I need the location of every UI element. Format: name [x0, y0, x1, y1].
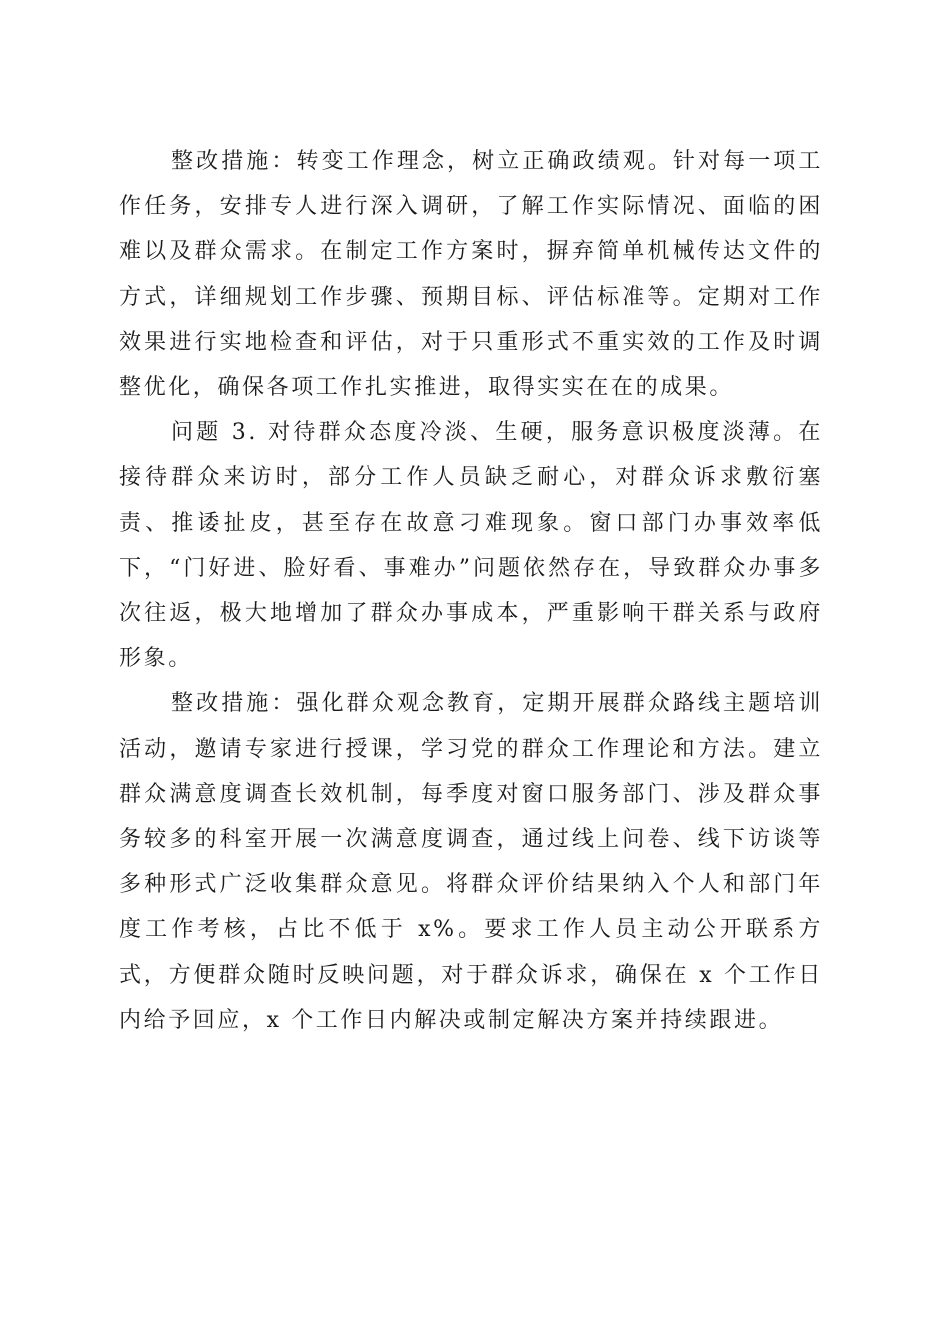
- paragraph-problem-3: 问题 3. 对待群众态度冷淡、生硬，服务意识极度淡薄。在接待群众来访时，部分工作人员缺乏耐心，对群众诉求敷衍塞责、推诿扯皮，甚至存在故意刁难现象。窗口部门办事效率低下，“门好进、脸好看、事难办”问题依然存在，导致群众办事多次往返，极大地增加了群众办事成本，严重影响干群关系与政府形象。: [119, 420, 823, 672]
- document-body: [119, 139, 823, 1043]
- paragraph-rectification-measures-2: 整改措施：强化群众观念教育，定期开展群众路线主题培训活动，邀请专家进行授课，学习党的群众工作理论和方法。建立群众满意度调查长效机制，每季度对窗口服务部门、涉及群众事务较多的科室开展一次满意度调查，通过线上问卷、线下访谈等多种形式广泛收集群众意见。将群众评价结果纳入个人和部门年度工作考核，占比不低于 x%。要求工作人员主动公开联系方式，方便群众随时反映问题，对于群众诉求，确保在 x 个工作日内给予回应，x 个工作日内解决或制定解决方案并持续跟进。: [119, 691, 823, 1033]
- paragraph-rectification-measures-1: 整改措施：转变工作理念，树立正确政绩观。针对每一项工作任务，安排专人进行深入调研，了解工作实际情况、面临的困难以及群众需求。在制定工作方案时，摒弃简单机械传达文件的方式，详细规划工作步骤、预期目标、评估标准等。定期对工作效果进行实地检查和评估，对于只重形式不重实效的工作及时调整优化，确保各项工作扎实推进，取得实实在在的成果。: [119, 149, 823, 401]
